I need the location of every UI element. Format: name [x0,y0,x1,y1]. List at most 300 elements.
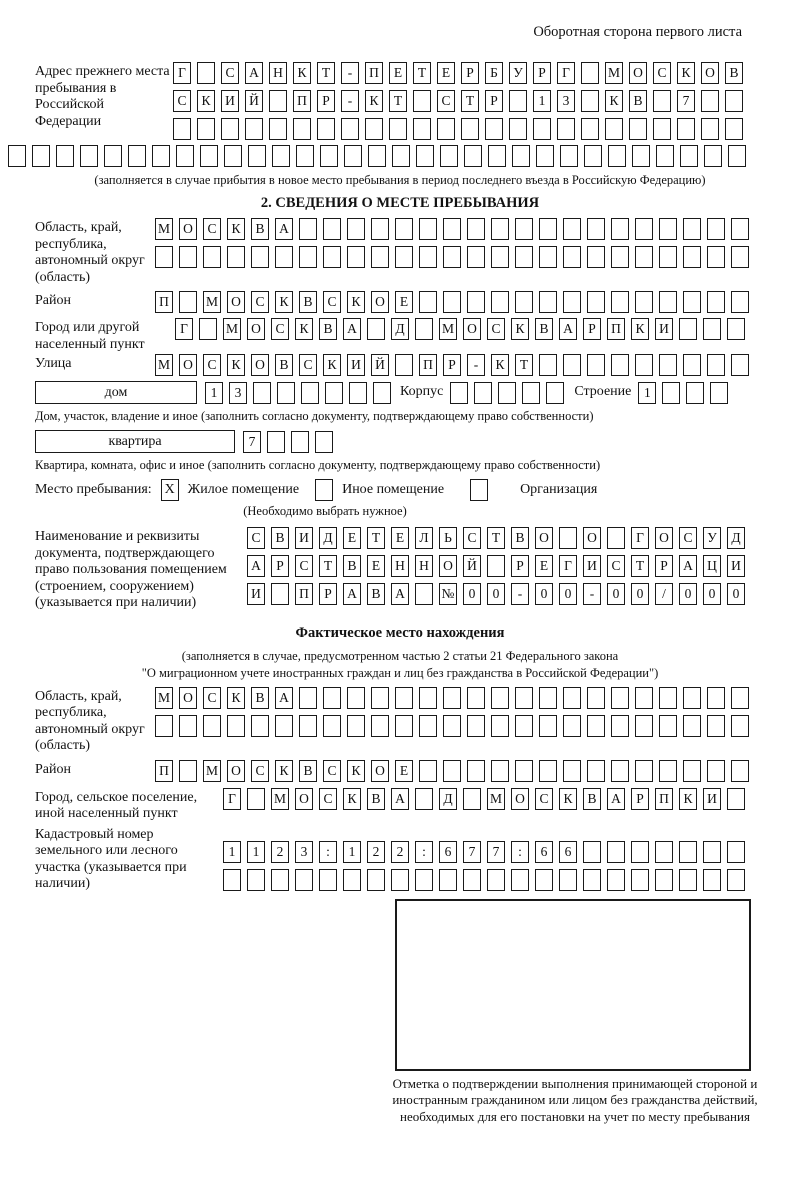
char-cell[interactable] [347,715,365,737]
char-cell[interactable] [319,869,337,891]
char-cell[interactable]: : [319,841,337,863]
char-cell[interactable] [344,145,362,167]
char-cell[interactable]: В [299,291,317,313]
char-cell[interactable] [581,90,599,112]
char-cell[interactable]: В [367,583,385,605]
char-cell[interactable]: Р [631,788,649,810]
char-cell[interactable] [515,218,533,240]
char-cell[interactable]: Д [319,527,337,549]
char-cell[interactable] [731,715,749,737]
char-cell[interactable] [367,869,385,891]
char-cell[interactable] [251,246,269,268]
char-cell[interactable]: П [155,291,173,313]
char-cell[interactable] [539,760,557,782]
char-cell[interactable] [467,218,485,240]
char-cell[interactable] [559,527,577,549]
char-cell[interactable] [440,145,458,167]
char-cell[interactable]: М [439,318,457,340]
char-cell[interactable] [563,687,581,709]
char-cell[interactable]: И [583,555,601,577]
char-cell[interactable] [56,145,74,167]
char-cell[interactable] [727,318,745,340]
char-cell[interactable] [515,291,533,313]
char-cell[interactable] [607,841,625,863]
char-cell[interactable] [443,218,461,240]
char-cell[interactable] [563,246,581,268]
char-cell[interactable] [707,760,725,782]
char-cell[interactable] [587,760,605,782]
char-cell[interactable] [559,869,577,891]
char-cell[interactable] [731,354,749,376]
char-cell[interactable] [491,760,509,782]
char-cell[interactable] [343,869,361,891]
char-cell[interactable] [679,841,697,863]
char-cell[interactable] [323,687,341,709]
char-cell[interactable] [463,788,481,810]
char-cell[interactable]: В [319,318,337,340]
char-cell[interactable] [199,318,217,340]
char-cell[interactable]: М [155,218,173,240]
char-cell[interactable] [323,715,341,737]
char-cell[interactable] [707,715,725,737]
char-cell[interactable] [247,788,265,810]
char-cell[interactable]: П [419,354,437,376]
char-cell[interactable] [611,715,629,737]
char-cell[interactable] [515,246,533,268]
char-cell[interactable] [707,687,725,709]
char-cell[interactable] [653,118,671,140]
char-cell[interactable] [8,145,26,167]
char-cell[interactable]: И [347,354,365,376]
char-cell[interactable]: И [221,90,239,112]
char-cell[interactable] [464,145,482,167]
char-cell[interactable] [155,246,173,268]
char-cell[interactable] [368,145,386,167]
char-cell[interactable]: 0 [727,583,745,605]
char-cell[interactable]: Т [631,555,649,577]
char-cell[interactable]: С [319,788,337,810]
char-cell[interactable]: Е [389,62,407,84]
char-cell[interactable] [389,118,407,140]
char-cell[interactable]: 0 [631,583,649,605]
char-cell[interactable]: : [511,841,529,863]
char-cell[interactable]: С [173,90,191,112]
char-cell[interactable]: Р [319,583,337,605]
char-cell[interactable]: О [371,760,389,782]
char-cell[interactable] [315,431,333,453]
char-cell[interactable] [491,218,509,240]
char-cell[interactable] [727,841,745,863]
char-cell[interactable] [581,118,599,140]
char-cell[interactable]: 2 [391,841,409,863]
char-cell[interactable] [677,118,695,140]
char-cell[interactable]: К [679,788,697,810]
char-cell[interactable] [560,145,578,167]
char-cell[interactable] [587,687,605,709]
char-cell[interactable] [539,218,557,240]
char-cell[interactable]: О [655,527,673,549]
char-cell[interactable] [152,145,170,167]
char-cell[interactable] [563,218,581,240]
char-cell[interactable] [275,246,293,268]
char-cell[interactable]: Е [535,555,553,577]
char-cell[interactable] [611,687,629,709]
char-cell[interactable]: Т [487,527,505,549]
char-cell[interactable]: Г [173,62,191,84]
char-cell[interactable]: Й [371,354,389,376]
char-cell[interactable]: Р [461,62,479,84]
char-cell[interactable] [467,687,485,709]
char-cell[interactable]: Д [439,788,457,810]
char-cell[interactable]: П [607,318,625,340]
char-cell[interactable] [611,246,629,268]
char-cell[interactable] [683,354,701,376]
char-cell[interactable] [395,687,413,709]
char-cell[interactable] [611,291,629,313]
char-cell[interactable] [632,145,650,167]
char-cell[interactable] [683,291,701,313]
char-cell[interactable] [200,145,218,167]
char-cell[interactable]: К [323,354,341,376]
char-cell[interactable] [450,382,468,404]
char-cell[interactable]: В [251,218,269,240]
char-cell[interactable]: С [535,788,553,810]
char-cell[interactable] [608,145,626,167]
char-cell[interactable]: Р [485,90,503,112]
char-cell[interactable]: Р [583,318,601,340]
char-cell[interactable] [491,246,509,268]
char-cell[interactable]: Р [271,555,289,577]
char-cell[interactable] [509,90,527,112]
char-cell[interactable] [533,118,551,140]
char-cell[interactable] [539,291,557,313]
char-cell[interactable]: В [299,760,317,782]
char-cell[interactable]: С [487,318,505,340]
char-cell[interactable]: О [439,555,457,577]
char-cell[interactable] [317,118,335,140]
char-cell[interactable]: Б [485,62,503,84]
char-cell[interactable]: 0 [559,583,577,605]
char-cell[interactable]: / [655,583,673,605]
char-cell[interactable]: : [415,841,433,863]
char-cell[interactable]: К [295,318,313,340]
char-cell[interactable] [395,354,413,376]
char-cell[interactable]: А [559,318,577,340]
char-cell[interactable]: К [631,318,649,340]
char-cell[interactable] [707,291,725,313]
char-cell[interactable] [474,382,492,404]
char-cell[interactable] [563,760,581,782]
char-cell[interactable]: - [341,62,359,84]
char-cell[interactable] [522,382,540,404]
char-cell[interactable] [419,218,437,240]
char-cell[interactable]: Ц [703,555,721,577]
char-cell[interactable] [703,318,721,340]
char-cell[interactable]: У [703,527,721,549]
char-cell[interactable] [707,218,725,240]
char-cell[interactable]: Р [533,62,551,84]
char-cell[interactable]: М [605,62,623,84]
char-cell[interactable] [683,687,701,709]
char-cell[interactable] [269,118,287,140]
char-cell[interactable]: Д [727,527,745,549]
char-cell[interactable]: В [511,527,529,549]
char-cell[interactable]: С [295,555,313,577]
char-cell[interactable] [557,118,575,140]
char-cell[interactable]: О [463,318,481,340]
char-cell[interactable]: И [247,583,265,605]
char-cell[interactable]: И [295,527,313,549]
char-cell[interactable]: - [467,354,485,376]
char-cell[interactable] [659,715,677,737]
char-cell[interactable]: О [295,788,313,810]
char-cell[interactable]: Е [391,527,409,549]
char-cell[interactable] [367,318,385,340]
checkbox-organization[interactable] [470,479,488,501]
char-cell[interactable]: М [223,318,241,340]
char-cell[interactable] [173,118,191,140]
char-cell[interactable] [611,354,629,376]
char-cell[interactable] [275,715,293,737]
char-cell[interactable] [587,354,605,376]
char-cell[interactable]: А [607,788,625,810]
char-cell[interactable] [299,246,317,268]
char-cell[interactable] [686,382,704,404]
char-cell[interactable]: Ь [439,527,457,549]
char-cell[interactable]: И [727,555,745,577]
char-cell[interactable] [467,246,485,268]
char-cell[interactable] [563,715,581,737]
char-cell[interactable]: Т [461,90,479,112]
char-cell[interactable]: О [629,62,647,84]
char-cell[interactable]: 7 [677,90,695,112]
char-cell[interactable]: Т [319,555,337,577]
char-cell[interactable]: О [535,527,553,549]
char-cell[interactable]: К [677,62,695,84]
char-cell[interactable]: М [271,788,289,810]
char-cell[interactable]: Г [631,527,649,549]
char-cell[interactable]: В [725,62,743,84]
char-cell[interactable] [659,354,677,376]
char-cell[interactable] [731,246,749,268]
char-cell[interactable]: В [251,687,269,709]
char-cell[interactable]: С [251,291,269,313]
char-cell[interactable]: Т [367,527,385,549]
char-cell[interactable] [535,869,553,891]
char-cell[interactable] [491,715,509,737]
char-cell[interactable] [155,715,173,737]
char-cell[interactable] [488,145,506,167]
char-cell[interactable] [731,760,749,782]
char-cell[interactable] [299,687,317,709]
char-cell[interactable] [467,291,485,313]
char-cell[interactable] [679,869,697,891]
char-cell[interactable] [703,841,721,863]
char-cell[interactable] [731,218,749,240]
char-cell[interactable]: С [221,62,239,84]
char-cell[interactable] [728,145,746,167]
char-cell[interactable] [707,246,725,268]
char-cell[interactable]: К [275,760,293,782]
char-cell[interactable] [491,291,509,313]
char-cell[interactable]: 0 [487,583,505,605]
char-cell[interactable] [291,431,309,453]
char-cell[interactable]: В [583,788,601,810]
char-cell[interactable]: Й [245,90,263,112]
char-cell[interactable] [710,382,728,404]
char-cell[interactable] [485,118,503,140]
char-cell[interactable]: Р [511,555,529,577]
char-cell[interactable] [128,145,146,167]
char-cell[interactable]: С [323,760,341,782]
char-cell[interactable]: О [701,62,719,84]
char-cell[interactable]: А [245,62,263,84]
char-cell[interactable]: П [655,788,673,810]
char-cell[interactable] [293,118,311,140]
char-cell[interactable] [727,869,745,891]
char-cell[interactable]: Й [463,555,481,577]
char-cell[interactable]: А [343,583,361,605]
char-cell[interactable] [605,118,623,140]
char-cell[interactable] [301,382,319,404]
char-cell[interactable] [443,291,461,313]
char-cell[interactable] [655,841,673,863]
char-cell[interactable] [515,715,533,737]
char-cell[interactable] [701,118,719,140]
char-cell[interactable] [299,715,317,737]
char-cell[interactable]: В [271,527,289,549]
char-cell[interactable] [296,145,314,167]
char-cell[interactable] [443,687,461,709]
char-cell[interactable]: У [509,62,527,84]
char-cell[interactable]: Е [395,291,413,313]
char-cell[interactable]: М [203,291,221,313]
char-cell[interactable] [176,145,194,167]
char-cell[interactable] [546,382,564,404]
char-cell[interactable] [653,90,671,112]
char-cell[interactable]: 6 [439,841,457,863]
char-cell[interactable] [487,555,505,577]
char-cell[interactable] [731,687,749,709]
char-cell[interactable] [512,145,530,167]
char-cell[interactable]: В [343,555,361,577]
char-cell[interactable]: 1 [343,841,361,863]
char-cell[interactable] [392,145,410,167]
char-cell[interactable] [415,788,433,810]
char-cell[interactable] [583,869,601,891]
char-cell[interactable] [563,354,581,376]
char-cell[interactable]: В [629,90,647,112]
char-cell[interactable] [635,291,653,313]
char-cell[interactable]: 0 [679,583,697,605]
char-cell[interactable]: № [439,583,457,605]
char-cell[interactable] [80,145,98,167]
char-cell[interactable]: К [491,354,509,376]
char-cell[interactable] [179,760,197,782]
char-cell[interactable]: Г [175,318,193,340]
char-cell[interactable] [443,246,461,268]
char-cell[interactable] [655,869,673,891]
char-cell[interactable] [104,145,122,167]
char-cell[interactable] [679,318,697,340]
char-cell[interactable]: Е [367,555,385,577]
char-cell[interactable] [419,291,437,313]
char-cell[interactable] [511,869,529,891]
char-cell[interactable] [587,291,605,313]
char-cell[interactable]: Н [391,555,409,577]
char-cell[interactable]: Г [557,62,575,84]
char-cell[interactable]: К [511,318,529,340]
char-cell[interactable] [498,382,516,404]
char-cell[interactable] [635,354,653,376]
char-cell[interactable] [415,869,433,891]
char-cell[interactable] [487,869,505,891]
checkbox-other-premises[interactable] [315,479,333,501]
char-cell[interactable]: М [155,354,173,376]
char-cell[interactable] [584,145,602,167]
char-cell[interactable] [635,687,653,709]
char-cell[interactable]: В [367,788,385,810]
char-cell[interactable]: Л [415,527,433,549]
checkbox-residential[interactable]: X [161,479,179,501]
char-cell[interactable]: 1 [533,90,551,112]
char-cell[interactable]: И [703,788,721,810]
char-cell[interactable] [347,218,365,240]
char-cell[interactable]: С [607,555,625,577]
char-cell[interactable] [223,869,241,891]
char-cell[interactable] [415,318,433,340]
char-cell[interactable] [727,788,745,810]
char-cell[interactable] [515,760,533,782]
char-cell[interactable] [349,382,367,404]
char-cell[interactable]: Н [269,62,287,84]
char-cell[interactable] [587,715,605,737]
char-cell[interactable] [683,246,701,268]
char-cell[interactable] [197,62,215,84]
char-cell[interactable]: С [679,527,697,549]
char-cell[interactable] [680,145,698,167]
char-cell[interactable]: С [299,354,317,376]
char-cell[interactable] [536,145,554,167]
char-cell[interactable] [197,118,215,140]
char-cell[interactable]: Н [415,555,433,577]
char-cell[interactable]: 1 [223,841,241,863]
char-cell[interactable]: Т [317,62,335,84]
char-cell[interactable] [631,841,649,863]
char-cell[interactable]: О [251,354,269,376]
char-cell[interactable]: П [295,583,313,605]
char-cell[interactable]: 7 [463,841,481,863]
char-cell[interactable]: С [203,687,221,709]
char-cell[interactable]: К [293,62,311,84]
char-cell[interactable]: Т [413,62,431,84]
char-cell[interactable]: Т [389,90,407,112]
char-cell[interactable] [659,687,677,709]
char-cell[interactable] [443,715,461,737]
char-cell[interactable] [563,291,581,313]
char-cell[interactable] [731,291,749,313]
char-cell[interactable]: Д [391,318,409,340]
char-cell[interactable]: С [437,90,455,112]
char-cell[interactable]: О [247,318,265,340]
char-cell[interactable]: 0 [463,583,481,605]
char-cell[interactable] [365,118,383,140]
char-cell[interactable] [395,715,413,737]
char-cell[interactable] [413,90,431,112]
char-cell[interactable] [659,246,677,268]
char-cell[interactable] [607,869,625,891]
char-cell[interactable] [253,382,271,404]
